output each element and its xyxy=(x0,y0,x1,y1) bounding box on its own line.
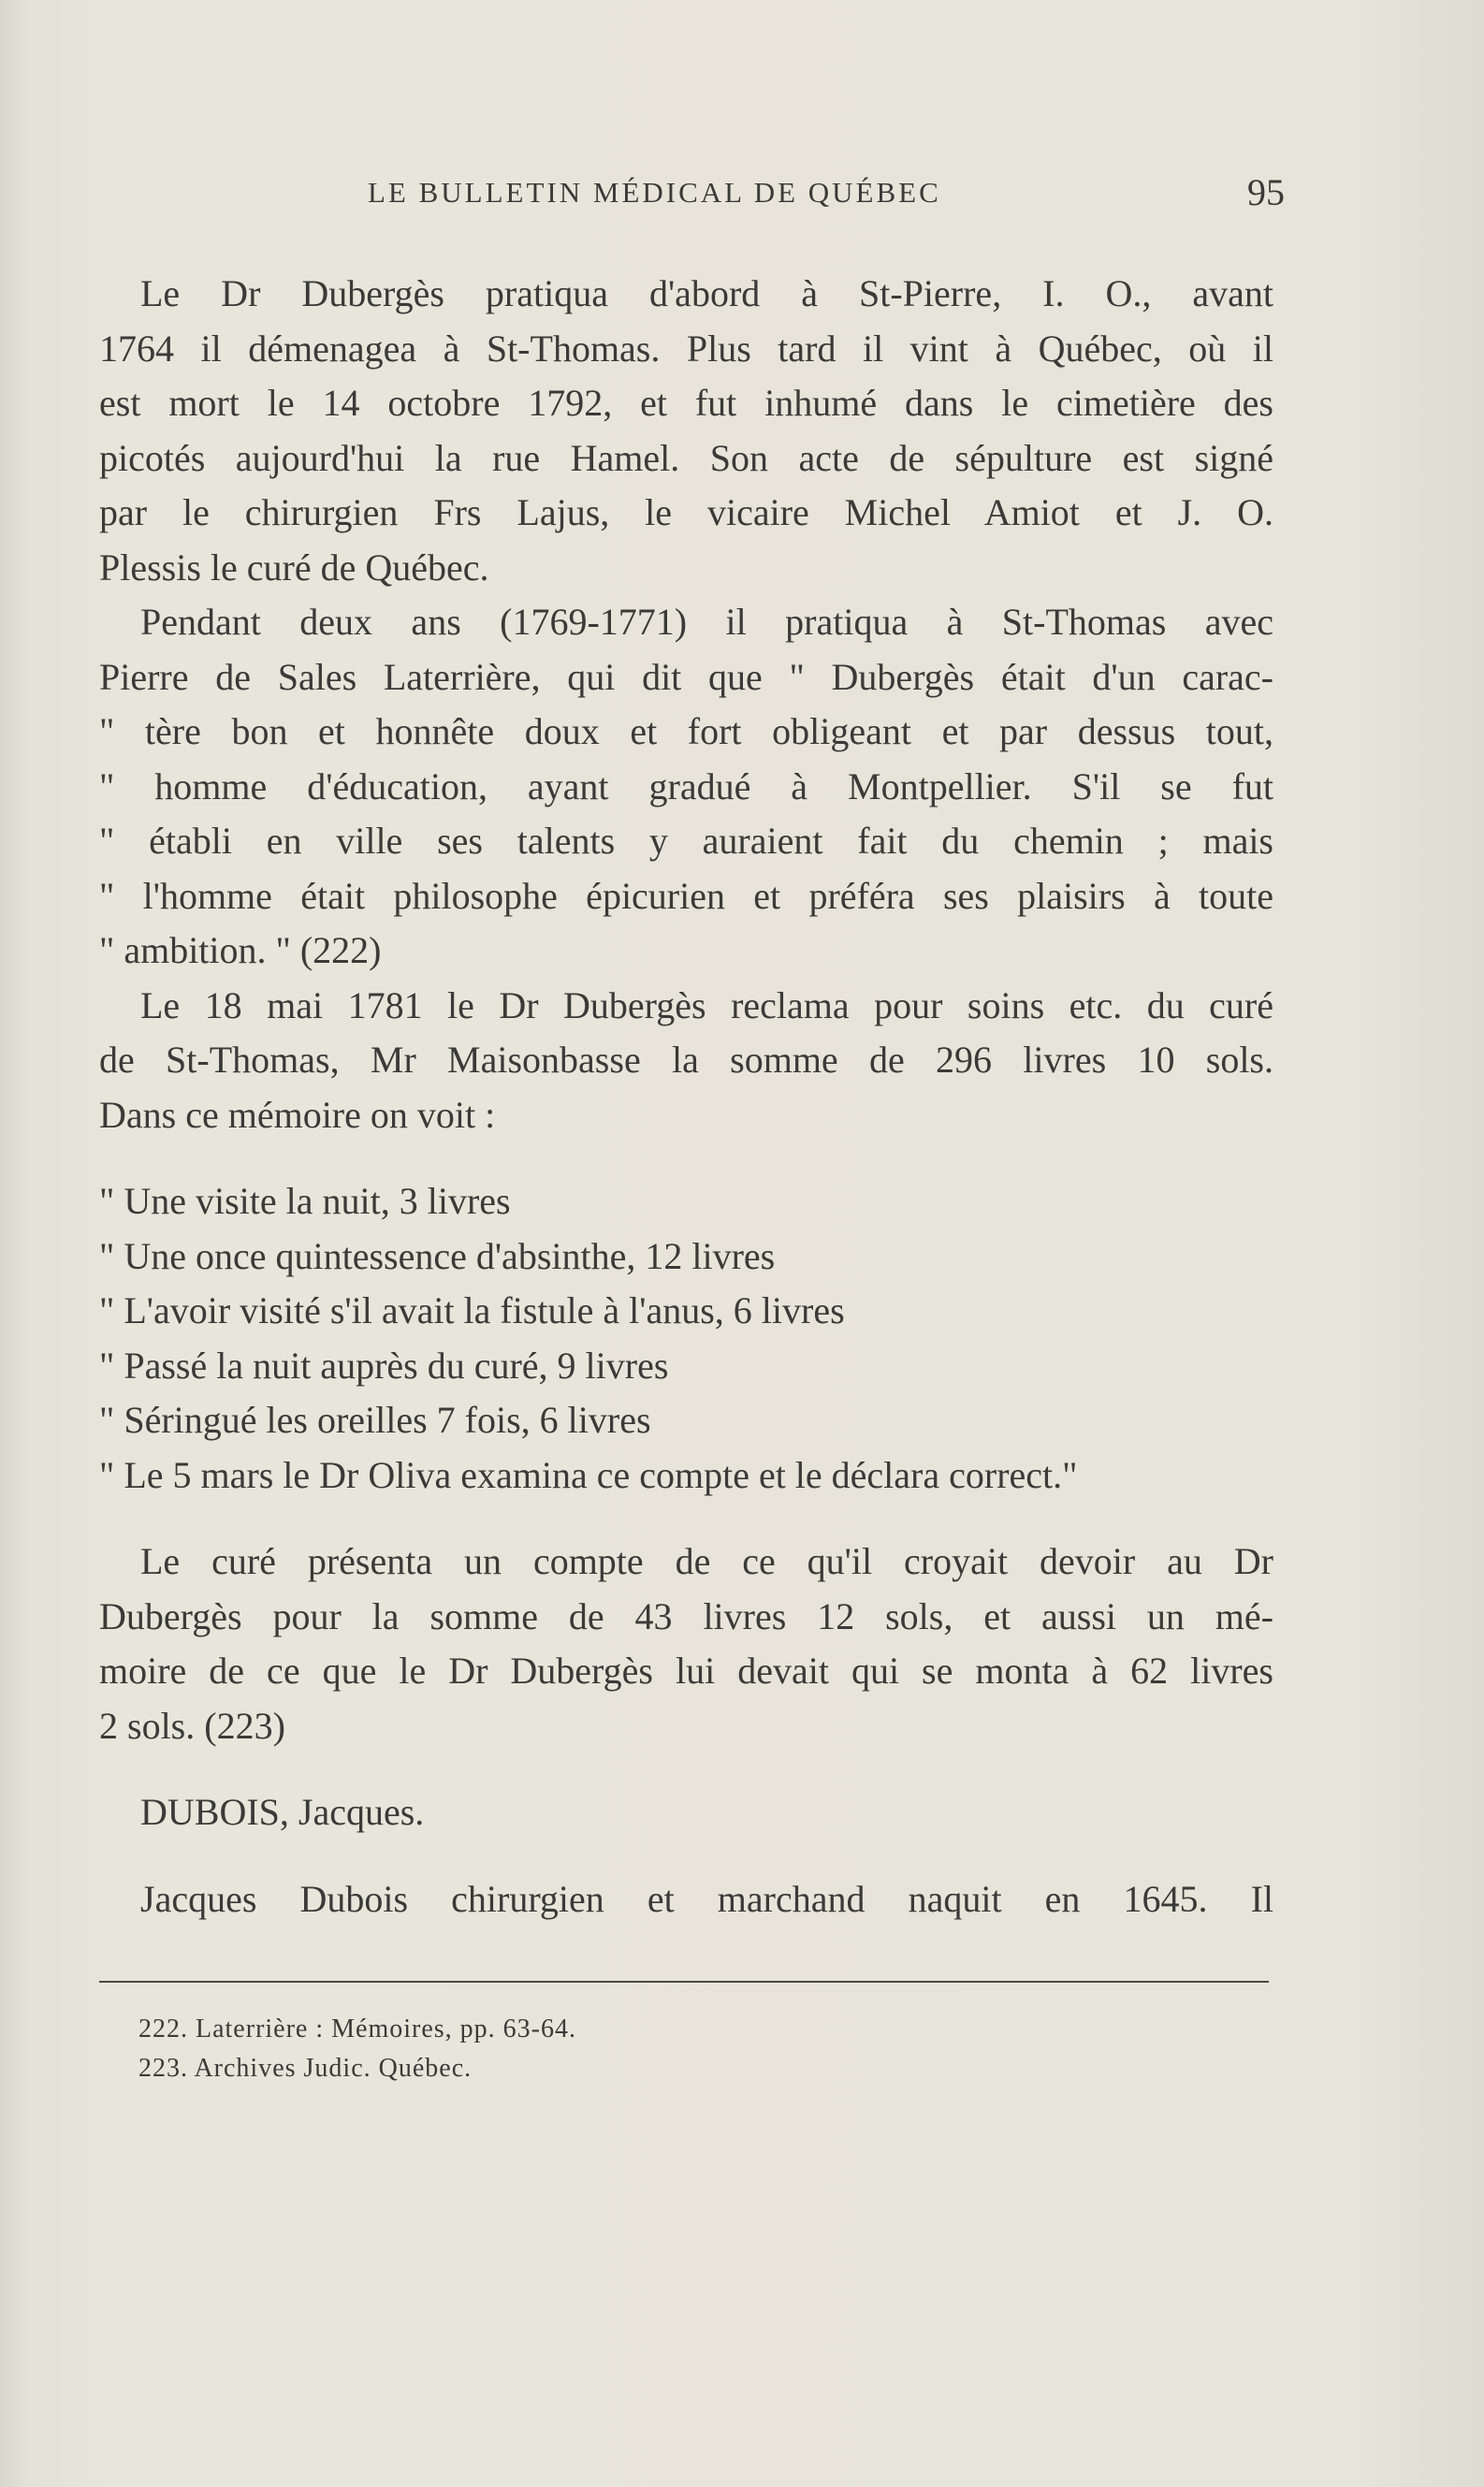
paragraph-3 xyxy=(99,979,1273,1143)
text-line: par le chirurgien Frs Lajus, le vicaire Michel Amiot et J. O. xyxy=(99,491,1273,533)
quote-line: " Le 5 mars le Dr Oliva examina ce compte et le déclara correct." xyxy=(99,1453,1078,1496)
text-line: est mort le 14 octobre 1792, et fut inhumé dans le cimetière des xyxy=(99,382,1273,424)
page-header xyxy=(368,167,1285,223)
page-number: 95 xyxy=(1247,171,1285,213)
quote-line: " Séringué les oreilles 7 fois, 6 livres xyxy=(99,1399,651,1441)
spacer xyxy=(99,1753,1273,1785)
spacer xyxy=(99,1503,1273,1534)
quote-line: " Passé la nuit auprès du curé, 9 livres xyxy=(99,1344,669,1387)
footnotes xyxy=(138,2010,576,2088)
footnote-rule xyxy=(99,1981,1269,1983)
text-line: Dubergès pour la somme de 43 livres 12 sols, et aussi un mé- xyxy=(99,1594,1273,1637)
text-line: " ambition. " (222) xyxy=(99,929,382,971)
footnote: 222. Laterrière : Mémoires, pp. 63-64. xyxy=(138,2014,576,2043)
text-line: " établi en ville ses talents y auraient fait du chemin ; mais xyxy=(99,820,1273,862)
footnote: 223. Archives Judic. Québec. xyxy=(138,2054,473,2083)
entry-heading: DUBOIS, Jacques. xyxy=(140,1791,425,1833)
text-line: Dans ce mémoire on voit : xyxy=(99,1093,496,1136)
text-line: " homme d'éducation, ayant gradué à Montpellier. S'il se fut xyxy=(99,764,1273,807)
text-line: Pierre de Sales Laterrière, qui dit que " Dubergès était d'un carac- xyxy=(99,655,1273,698)
text-line: de St-Thomas, Mr Maisonbasse la somme de 296 livres 10 sols. xyxy=(99,1039,1273,1081)
paragraph-2 xyxy=(99,595,1273,979)
paragraph-4 xyxy=(99,1534,1273,1753)
text-line: Pendant deux ans (1769-1771) il pratiqua à St-Thomas avec xyxy=(140,601,1273,643)
quote-line: " Une once quintessence d'absinthe, 12 livres xyxy=(99,1234,776,1277)
text-line: moire de ce que le Dr Dubergès lui devait qui se monta à 62 livres xyxy=(99,1650,1273,1692)
text-line: " l'homme était philosophe épicurien et préféra ses plaisirs à toute xyxy=(99,874,1273,917)
text-line: picotés aujourd'hui la rue Hamel. Son acte de sépulture est signé xyxy=(99,436,1273,479)
paragraph-1 xyxy=(99,267,1273,595)
page-body xyxy=(99,267,1273,1927)
text-line: 1764 il démenagea à St-Thomas. Plus tard il vint à Québec, où il xyxy=(99,327,1273,370)
spacer xyxy=(99,1142,1273,1174)
paragraph-5 xyxy=(99,1872,1273,1927)
text-line: Le 18 mai 1781 le Dr Dubergès reclama pour soins etc. du curé xyxy=(140,983,1273,1026)
text-line: Le curé présenta un compte de ce qu'il croyait devoir au Dr xyxy=(140,1540,1273,1582)
text-line: 2 sols. (223) xyxy=(99,1704,285,1747)
quote-list xyxy=(99,1174,1273,1503)
quote-line: " L'avoir visité s'il avait la fistule à l'anus, 6 livres xyxy=(99,1289,845,1331)
text-line: Plessis le curé de Québec. xyxy=(99,545,489,589)
quote-line: " Une visite la nuit, 3 livres xyxy=(99,1180,511,1222)
spacer xyxy=(99,1840,1273,1872)
text-line: " tère bon et honnête doux et fort obligeant et par dessus tout, xyxy=(99,710,1273,752)
text-line: Le Dr Dubergès pratiqua d'abord à St-Pierre, I. O., avant xyxy=(140,272,1273,314)
text-line: Jacques Dubois chirurgien et marchand naquit en 1645. Il xyxy=(140,1877,1273,1920)
running-title: LE BULLETIN MÉDICAL DE QUÉBEC xyxy=(368,176,941,209)
